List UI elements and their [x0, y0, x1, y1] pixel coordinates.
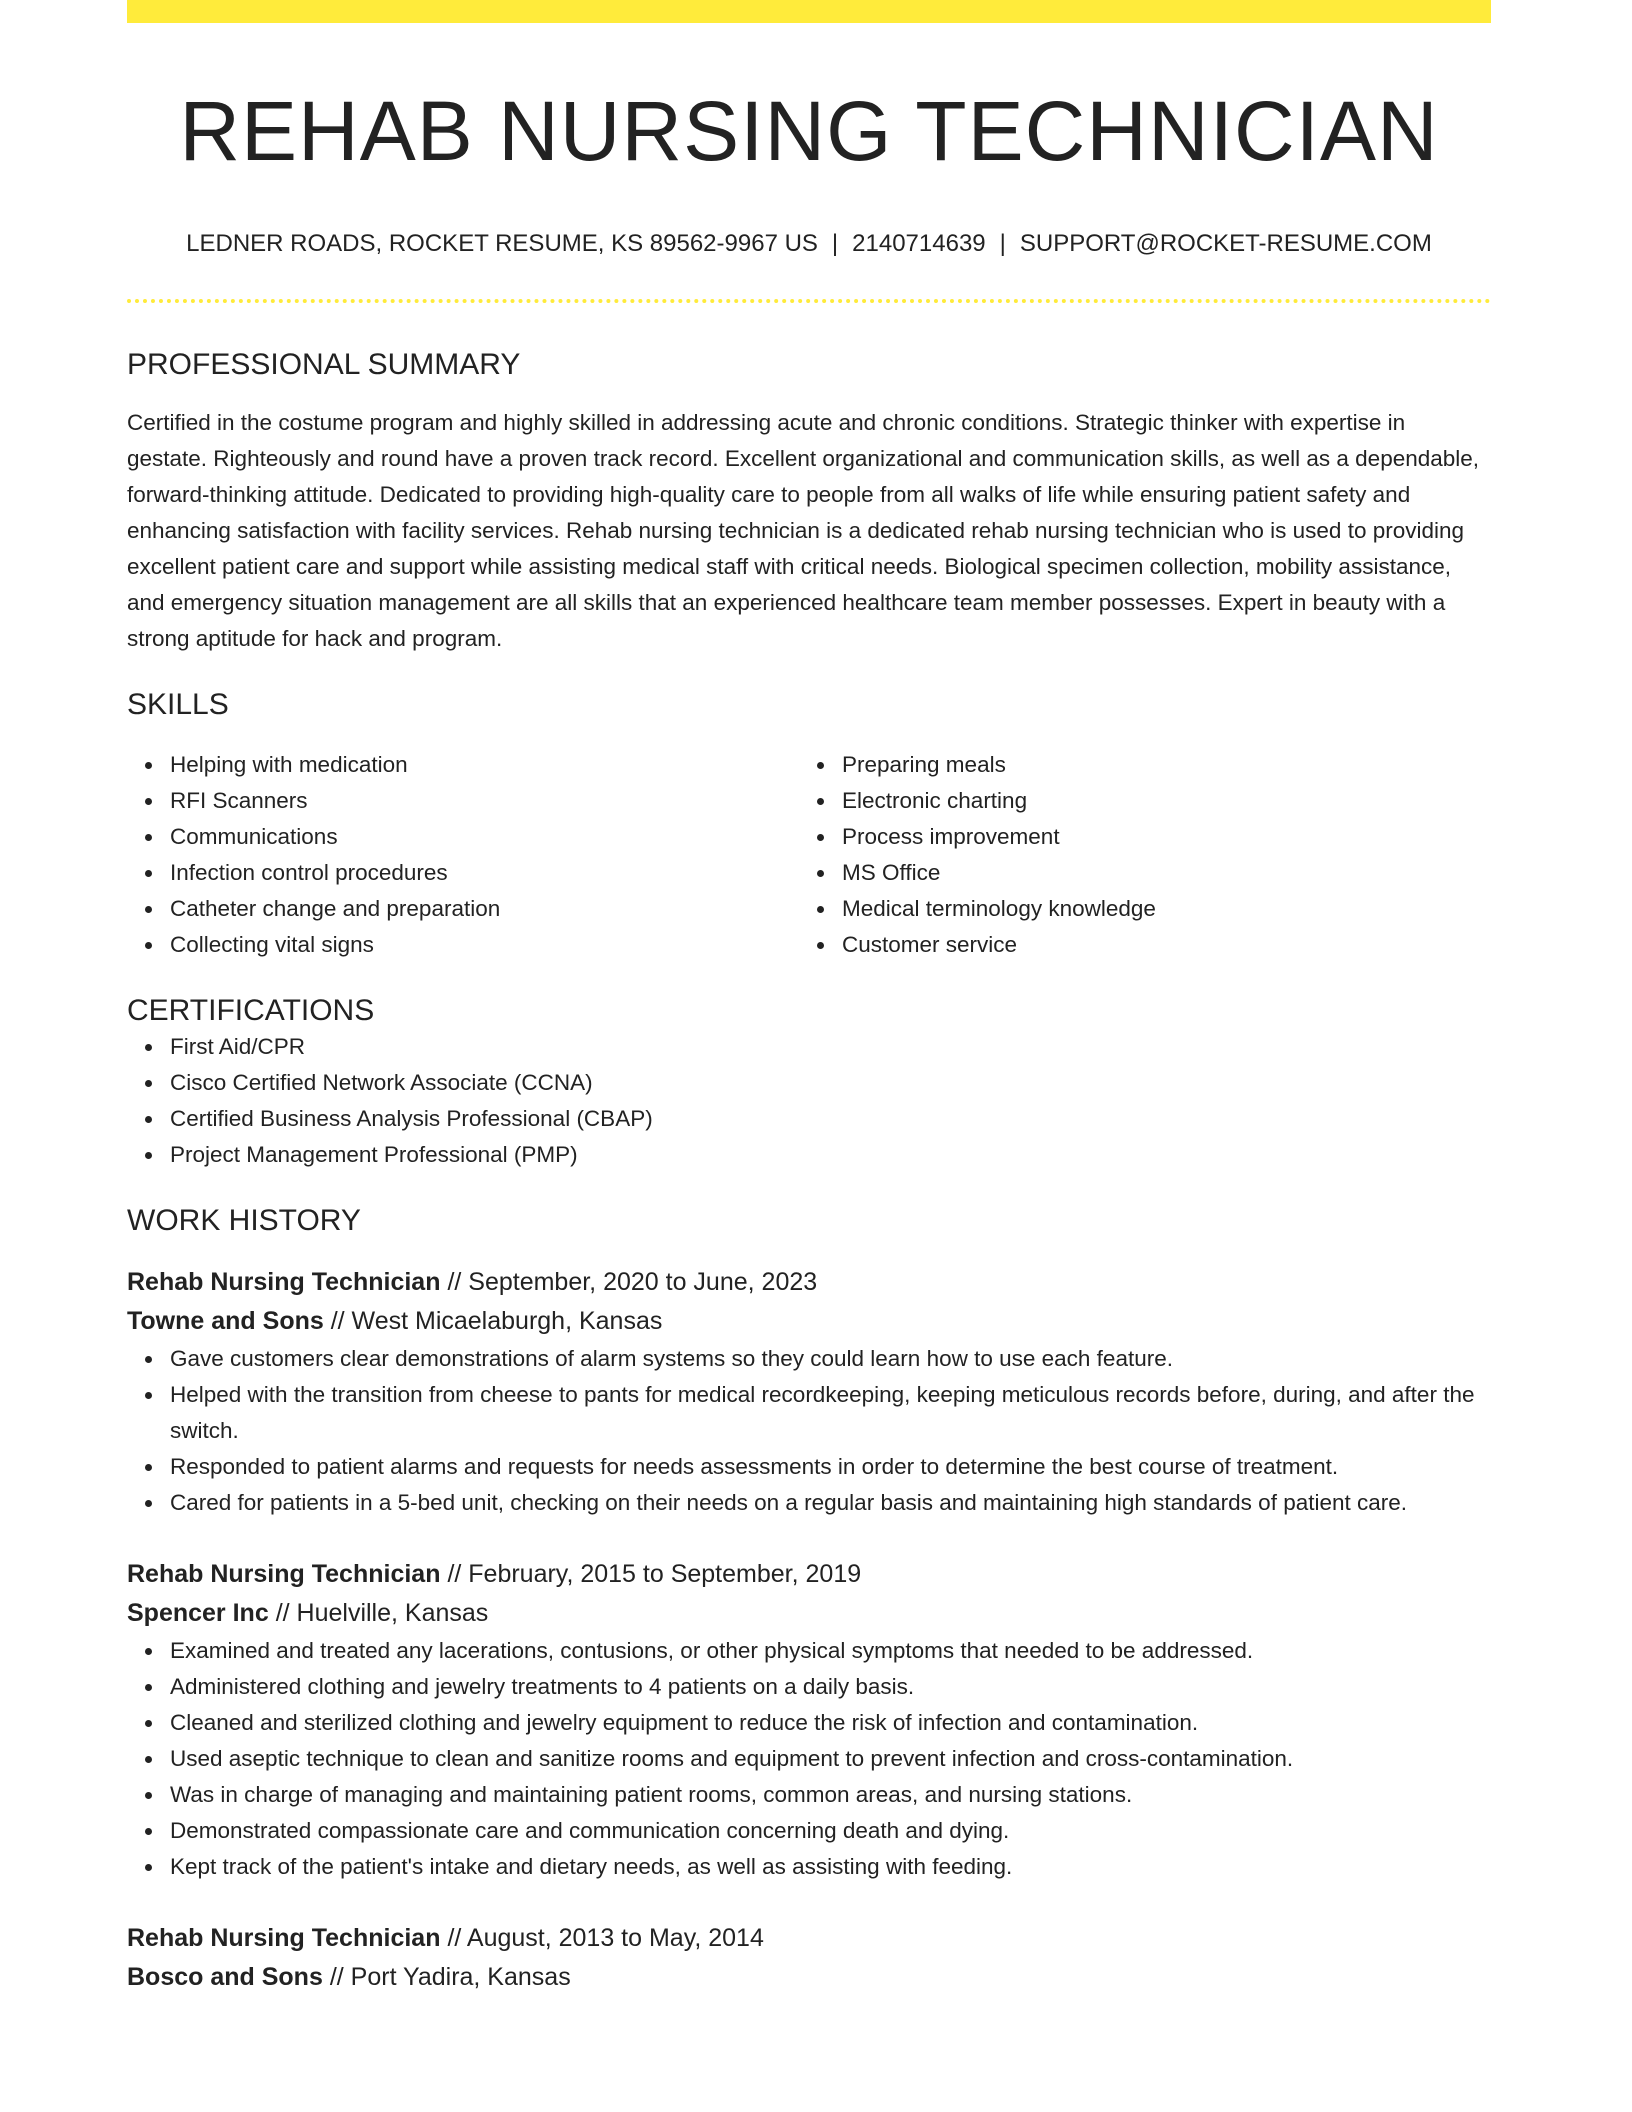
- resume-title: REHAB NURSING TECHNICIAN: [179, 84, 1439, 178]
- skills-list-right: [799, 747, 1471, 963]
- certifications-list: [127, 1029, 1491, 1173]
- job-company: Towne and Sons: [127, 1307, 324, 1336]
- job-company: Bosco and Sons: [127, 1963, 323, 1992]
- skill-item: Electronic charting: [842, 783, 1471, 819]
- job-role: Rehab Nursing Technician: [127, 1924, 441, 1953]
- job-role: Rehab Nursing Technician: [127, 1560, 441, 1589]
- job-duty: Kept track of the patient's intake and dietary needs, as well as assisting with feeding.: [170, 1849, 1491, 1885]
- job-duty: Used aseptic technique to clean and sanitize rooms and equipment to prevent infection and cross-contamination.: [170, 1741, 1491, 1777]
- job-duty: Cared for patients in a 5-bed unit, checking on their needs on a regular basis and maintaining high standards of patient care.: [170, 1485, 1491, 1521]
- job-dates: // September, 2020 to June, 2023: [447, 1268, 818, 1297]
- contact-line: [127, 230, 1491, 259]
- certification-item: Certified Business Analysis Professional (CBAP): [170, 1101, 1491, 1137]
- job-location: // Port Yadira, Kansas: [329, 1963, 571, 1992]
- resume-page: [127, 0, 1491, 1997]
- certifications-heading: CERTIFICATIONS: [127, 994, 375, 1028]
- job-company: Spencer Inc: [127, 1599, 269, 1628]
- job-company-line: [127, 1958, 1491, 1997]
- job-duty: Helped with the transition from cheese to pants for medical recordkeeping, keeping meticulous records before, during, and after the switch.: [170, 1377, 1491, 1449]
- skill-item: Process improvement: [842, 819, 1471, 855]
- top-accent-bar: [127, 0, 1491, 23]
- job-duties-list: [127, 1341, 1491, 1521]
- skill-item: MS Office: [842, 855, 1471, 891]
- job-duty: Responded to patient alarms and requests for needs assessments in order to determine the best course of treatment.: [170, 1449, 1491, 1485]
- skill-item: Infection control procedures: [170, 855, 799, 891]
- job-duty: Gave customers clear demonstrations of alarm systems so they could learn how to use each feature.: [170, 1341, 1491, 1377]
- skills-column-right: [799, 747, 1471, 963]
- address: LEDNER ROADS, ROCKET RESUME, KS 89562-9967 US: [186, 230, 818, 258]
- job-duty: Was in charge of managing and maintaining patient rooms, common areas, and nursing stations.: [170, 1777, 1491, 1813]
- summary-heading: PROFESSIONAL SUMMARY: [127, 348, 521, 382]
- skill-item: Collecting vital signs: [170, 927, 799, 963]
- skill-item: Helping with medication: [170, 747, 799, 783]
- skill-item: RFI Scanners: [170, 783, 799, 819]
- job-location: // Huelville, Kansas: [275, 1599, 489, 1628]
- skill-item: Communications: [170, 819, 799, 855]
- job-dates: // February, 2015 to September, 2019: [447, 1560, 862, 1589]
- job-role: Rehab Nursing Technician: [127, 1268, 441, 1297]
- skills-list-left: [127, 747, 799, 963]
- contact-separator: |: [831, 230, 839, 258]
- job-duty: Demonstrated compassionate care and communication concerning death and dying.: [170, 1813, 1491, 1849]
- job-location: // West Micaelaburgh, Kansas: [330, 1307, 663, 1336]
- certification-item: Cisco Certified Network Associate (CCNA): [170, 1065, 1491, 1101]
- skill-item: Customer service: [842, 927, 1471, 963]
- job-company-line: [127, 1594, 1491, 1633]
- job-title-line: [127, 1263, 1491, 1302]
- job-duty: Administered clothing and jewelry treatments to 4 patients on a daily basis.: [170, 1669, 1491, 1705]
- skill-item: Catheter change and preparation: [170, 891, 799, 927]
- email: SUPPORT@ROCKET-RESUME.COM: [1019, 230, 1432, 258]
- job-duties-list: [127, 1633, 1491, 1885]
- certification-item: First Aid/CPR: [170, 1029, 1491, 1065]
- skills-column-left: [127, 747, 799, 963]
- job-company-line: [127, 1302, 1491, 1341]
- skills-heading: SKILLS: [127, 688, 229, 722]
- skill-item: Preparing meals: [842, 747, 1471, 783]
- job-entry: [127, 1919, 1491, 1997]
- contact-separator: |: [999, 230, 1006, 258]
- dotted-divider: [127, 299, 1491, 303]
- job-duty: Cleaned and sterilized clothing and jewelry equipment to reduce the risk of infection and contamination.: [170, 1705, 1491, 1741]
- job-title-line: [127, 1555, 1491, 1594]
- job-dates: // August, 2013 to May, 2014: [447, 1924, 764, 1953]
- job-entry: [127, 1555, 1491, 1885]
- skills-grid: [127, 747, 1491, 963]
- skill-item: Medical terminology knowledge: [842, 891, 1471, 927]
- job-title-line: [127, 1919, 1491, 1958]
- job-duty: Examined and treated any lacerations, contusions, or other physical symptoms that needed to be addressed.: [170, 1633, 1491, 1669]
- certification-item: Project Management Professional (PMP): [170, 1137, 1491, 1173]
- phone: 2140714639: [852, 230, 986, 258]
- work-history-heading: WORK HISTORY: [127, 1204, 361, 1238]
- job-entry: [127, 1263, 1491, 1521]
- summary-text: Certified in the costume program and highly skilled in addressing acute and chronic conditions. Strategic thinker with expertise in gestate. Righteously and round have a proven track record. Excellent organizational and communication skills, as well as a dependable, forward-thinking attitude. Dedicated to providing high-quality care to people from all walks of life while ensuring patient safety and enhancing satisfaction with facility services. Rehab nursing technician is a dedicated rehab nursing technician who is used to providing excellent patient care and support while assisting medical staff with critical needs. Biological specimen collection, mobility assistance, and emergency situation management are all skills that an experienced healthcare team member possesses. Expert in beauty with a strong aptitude for hack and program.: [127, 410, 1480, 652]
